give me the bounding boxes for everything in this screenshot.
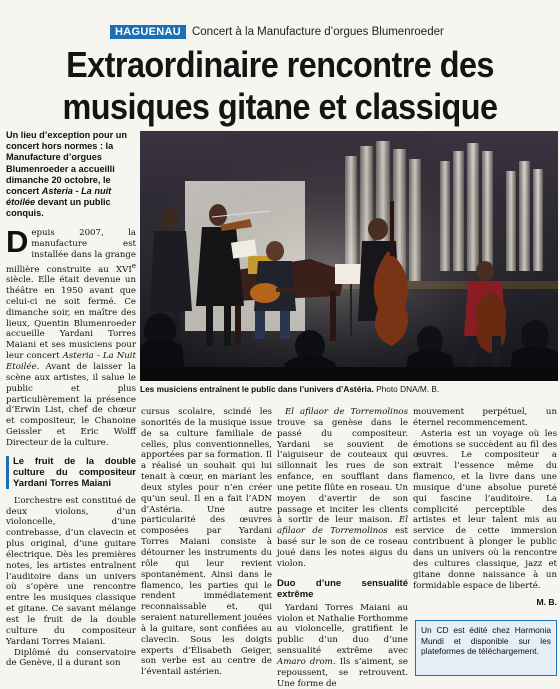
headline-line-2: musiques gitane et classique	[62, 86, 498, 127]
duo-text-a: Yardani Torres Maiani au violon et Nathalie Forthomme au violoncelle, gratifient le public d’un duo d’une sensualité extrême avec	[277, 602, 408, 657]
movement-paragraph: mouvement perpétuel, un éternel recommencement.	[413, 407, 557, 428]
photo-caption	[140, 384, 558, 394]
voyage-paragraph: Asteria est un voyage où les émotions se succèdent au fil des œuvres. Le compositeur a extrait l’essence même du flamenco, et la livre dans une musique d’une absolue pureté qui fascine l’auditoire. La complicité perceptible des artistes et leur talent mis au service de cette immersion contribuent à plonger le public dans un univers où la rencontre des cultures classique, jazz et gitane donne naissance à un formidable espace de liberté.	[413, 428, 557, 591]
piece-title-amaro: Amaro drom	[277, 656, 333, 667]
headline-line-1: Extraordinaire rencontre des	[66, 44, 494, 85]
photo-credit: Photo DNA/M. B.	[376, 384, 440, 394]
rubric-subtitle: Concert à la Manufacture d’orgues Blumenroeder	[191, 26, 444, 38]
caption-text: Les musiciens entraînent le public dans l’univers d’Astéria.	[140, 384, 374, 394]
article-column-1	[6, 224, 136, 669]
piece-title-2: El afilaor de Torremolinos	[277, 515, 408, 537]
rubric	[110, 24, 444, 40]
section-tag: HAGUENAU	[110, 25, 186, 39]
section-heading-duo: Duo d’une sensualité extrême	[277, 577, 408, 600]
piece-title-1: El afilaor de Torremolinos	[285, 407, 408, 417]
afilaor-text-b: est basé sur le son de ce roseau joué dans les notes aigus du violon.	[277, 526, 408, 569]
intro-text-c: . Avant de laisser la scène aux artistes, il salue le public et plus particulièrement la présence d’Erwin List, chef de chœur et compositeur, le Chanoine Geissler et Eric Wolff Directeur de la culture.	[6, 361, 136, 448]
intro-paragraph	[6, 224, 136, 449]
orchestra-paragraph: L’orchestre est constitué de deux violons, d’un violoncelle, d’une contrebasse, d’un clavecin et plus original, d’une guitare électrique. Dès les premières notes, les artistes entraînent l’auditoire dans un univers où s’opère une rencontre entre les musiques classique et gitane. Ce savant mélange est le fruit de la double culture du compositeur Yardani Torres Maiani.	[6, 495, 136, 647]
lead-text-2: devant un public conquis.	[6, 197, 111, 219]
duo-text-b: . Ils s’aiment, se repoussent, se retrouvent. Une forme de	[277, 656, 408, 689]
article-column-4	[413, 407, 557, 608]
concert-scene-illustration	[140, 131, 558, 381]
intro-concert-title: Asteria - La Nuit Etoilée	[6, 351, 136, 372]
intro-text-a: epuis 2007, la manufacture est installée dans la grange millière construite au XVI	[6, 228, 136, 275]
article-column-3	[277, 407, 408, 689]
cd-info-box: Un CD est édité chez Harmonia Mundi et disponible sur les plateformes de téléchargement.	[415, 620, 557, 676]
headline	[28, 44, 532, 128]
drop-cap: D	[6, 224, 29, 259]
century-superscript: e	[131, 260, 136, 270]
lead-paragraph	[6, 130, 136, 220]
afilaor-paragraph	[277, 407, 408, 570]
lead-text-1: Un lieu d’exception pour un concert hors normes : la Manufacture d’orgues Blumenroeder a accueilli dimanche 20 octobre, le concert	[6, 130, 127, 197]
author-signature: M. B.	[536, 597, 557, 608]
concert-photo	[140, 131, 558, 381]
section-heading-composer: Le fruit de la double culture du compositeur Yardani Torres Maiani	[6, 456, 136, 489]
duo-paragraph	[277, 603, 408, 689]
article-column-2	[141, 407, 272, 678]
lead-concert-title: Asteria - La nuit étoilée	[6, 186, 112, 208]
composition-paragraph: cursus scolaire, scindé les sonorités de la musique issue de sa culture familiale de celles, plus conventionnelles, apportées par sa formation. Il a réalisé un souhait qui lui tenait à cœur, en mariant les deux styles pour n’en créer qu’un seul. Il en a fait l’ADN d’Astéria. Une autre particularité des œuvres composées par Yardani Torres Maiani consiste à détourner les instruments du rôle qui leur revient spontanément. Ainsi dans le flamenco, les parties qui le rendent immédiatement reconnaissable et, qui seraient naturellement jouées à la guitare, sont confiées au clavecin. Sous les doigts experts d’Élisabeth Geiger, son verbe est au centre de l’éventail astérien.	[141, 407, 272, 678]
geneva-paragraph: Diplômé du conservatoire de Genève, il a durant son	[6, 647, 136, 669]
afilaor-text-a: trouve sa genèse dans le passé du compositeur. Yardani se souvient de l’aiguiseur de couteaux qui sillonnait les rues de son enfance, en soufflant dans une petite flûte en roseau. Un moyen d’avertir de son passage et inciter les clients à sortir de leur maison.	[277, 417, 408, 526]
intro-text-b: siècle. Elle était devenue un théâtre en 1950 avant que celui-ci ne soit fermé. Ce dimanche soir, en maître des lieux, Quentin Blumenroeder accueille Yardani Torres Maiani et ses musiciens pour leur concert	[6, 275, 136, 362]
